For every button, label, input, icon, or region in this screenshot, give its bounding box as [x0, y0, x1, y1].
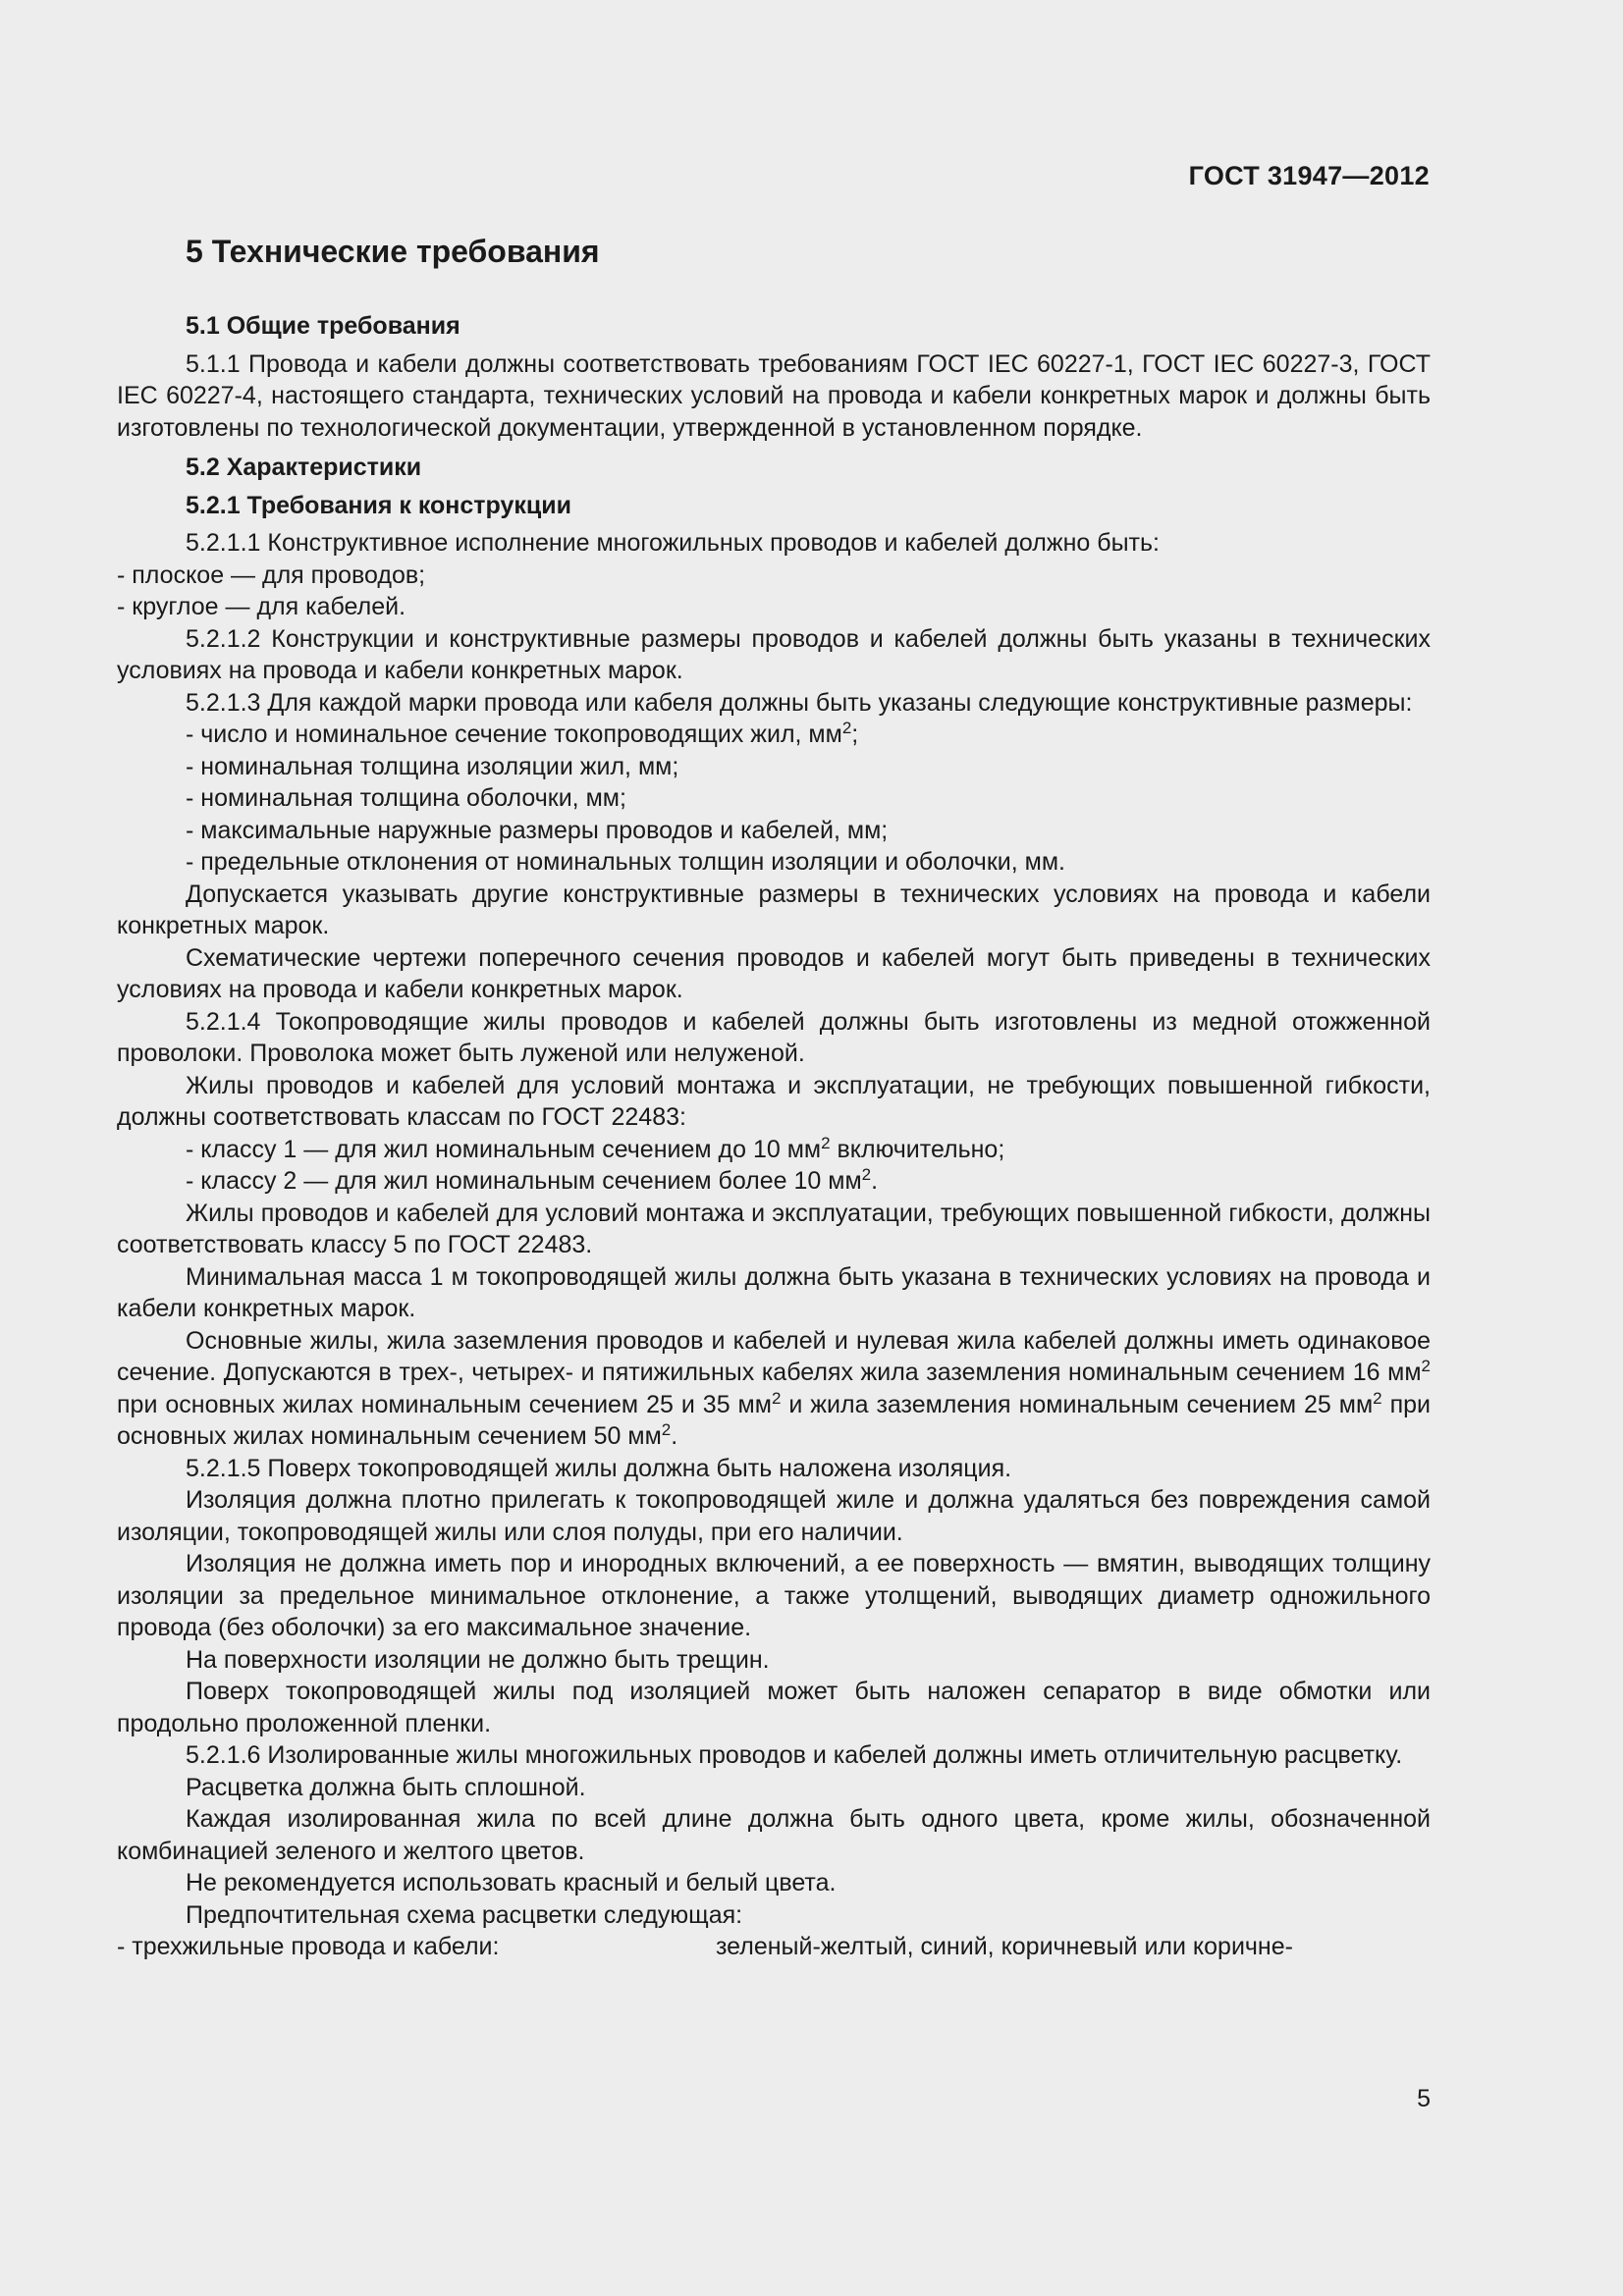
paragraph-separator: Поверх токопроводящей жилы под изоляцией может быть наложен сепаратор в виде обмотки или продольно проложенной пленки.	[117, 1678, 1431, 1737]
subsection-5-1-title: 5.1 Общие требования	[186, 312, 460, 340]
list-item-class-2: - классу 2 — для жил номинальным сечением более 10 $мм^2$.	[186, 1165, 879, 1195]
list-item-cores: - число и номинальное сечение токопроводящих жил, $мм^2$;	[186, 719, 859, 748]
list-item-three-core: - трехжильные провода и кабели: зеленый-желтый, синий, коричневый или коричне-	[117, 1931, 1431, 1963]
paragraph-insulation-pores: Изоляция не должна иметь пор и инородных включений, а ее поверхность — вмятин, выводящих толщину изоляции за предельное минимальное отклонение, а также утолщений, выводящих диаметр одножильного провода (без оболочки) за его максимальное значение.	[117, 1550, 1431, 1641]
paragraph-drawings: Схематические чертежи поперечного сечения проводов и кабелей могут быть приведены в технических условиях на провода и кабели конкретных марок.	[117, 943, 1431, 1003]
section-title: 5 Технические требования	[186, 234, 600, 269]
document-body	[117, 232, 1431, 1963]
paragraph-color-scheme: Предпочтительная схема расцветки следующая:	[186, 1900, 743, 1929]
paragraph-insulation-fit: Изоляция должна плотно прилегать к токопроводящей жиле и должна удаляться без повреждения самой изоляции, токопроводящей жилы или слоя полуды, при его наличии.	[117, 1486, 1431, 1546]
paragraph-5-2-1-5: 5.2.1.5 Поверх токопроводящей жилы должна быть наложена изоляция.	[186, 1454, 1012, 1482]
paragraph-one-color: Каждая изолированная жила по всей длине должна быть одного цвета, кроме жилы, обозначенной комбинацией зеленого и желтого цветов.	[117, 1805, 1431, 1865]
list-item-outer-dimensions: - максимальные наружные размеры проводов и кабелей, мм;	[186, 816, 889, 844]
paragraph-flexibility: Жилы проводов и кабелей для условий монтажа и эксплуатации, требующих повышенной гибкости, должны соответствовать классу 5 по ГОСТ 22483.	[117, 1199, 1431, 1258]
list-item-flat: - плоское — для проводов;	[117, 561, 426, 589]
list-item-class-1: - классу 1 — для жил номинальным сечением до 10 $мм^2$ включительно;	[186, 1133, 1005, 1163]
paragraph-5-1-1: 5.1.1 Провода и кабели должны соответствовать требованиям ГОСТ IEC 60227-1, ГОСТ IEC 60227-3, ГОСТ IEC 60227-4, настоящего стандарта, технических условий на провода и кабели конкретных марок и должны быть изготовлены по технологической документации, утвержденной в установленном порядке.	[117, 349, 1431, 442]
subsection-5-2-title: 5.2 Характеристики	[186, 454, 422, 481]
paragraph-cross-section: Основные жилы, жила заземления проводов и кабелей и нулевая жила кабелей должны иметь одинаковое сечение. Допускаются в трех-, четырех- и пятижильных кабелях жила заземления номинальным сечением 16 $мм^2$ при основных жилах номинальным сечением 25 и 35 $мм^2$ и жила заземления номинальным сечением 25 $мм^2$ при основных жилах номинальным сечением 50 $мм^2$.	[117, 1326, 1431, 1450]
document-code: ГОСТ 31947—2012	[1188, 161, 1430, 190]
paragraph-5-2-1-3: 5.2.1.3 Для каждой марки провода или кабеля должны быть указаны следующие конструктивные размеры:	[186, 688, 1413, 717]
list-item-insulation-thickness: - номинальная толщина изоляции жил, мм;	[186, 752, 679, 780]
list-item-round: - круглое — для кабелей.	[117, 593, 406, 620]
paragraph-5-2-1-2: 5.2.1.2 Конструкции и конструктивные размеры проводов и кабелей должны быть указаны в технических условиях на провода и кабели конкретных марок.	[117, 624, 1431, 684]
paragraph-no-red-white: Не рекомендуется использовать красный и белый цвета.	[186, 1869, 837, 1896]
paragraph-5-2-1-4: 5.2.1.4 Токопроводящие жилы проводов и кабелей должны быть изготовлены из медной отожженной проволоки. Проволока может быть луженой или нелуженой.	[117, 1007, 1431, 1067]
three-core-colors: зеленый-желтый, синий, коричневый или коричне-	[716, 1933, 1293, 1960]
paragraph-5-2-1-1: 5.2.1.1 Конструктивное исполнение многожильных проводов и кабелей должно быть:	[186, 529, 1160, 557]
paragraph-5-2-1-6: 5.2.1.6 Изолированные жилы многожильных проводов и кабелей должны иметь отличительную расцветку.	[186, 1741, 1403, 1769]
list-item-sheath-thickness: - номинальная толщина оболочки, мм;	[186, 784, 626, 812]
page-number: 5	[1417, 2085, 1431, 2112]
paragraph-classes: Жилы проводов и кабелей для условий монтажа и эксплуатации, не требующих повышенной гибкости, должны соответствовать классам по ГОСТ 22483:	[117, 1071, 1431, 1131]
paragraph-mass: Минимальная масса 1 м токопроводящей жилы должна быть указана в технических условиях на провода и кабели конкретных марок.	[117, 1262, 1431, 1322]
paragraph-solid-color: Расцветка должна быть сплошной.	[186, 1773, 586, 1801]
subsection-5-2-1-title: 5.2.1 Требования к конструкции	[186, 491, 571, 519]
list-item-deviations: - предельные отклонения от номинальных толщин изоляции и оболочки, мм.	[186, 848, 1065, 876]
paragraph-cracks: На поверхности изоляции не должно быть трещин.	[186, 1645, 770, 1674]
paragraph-other-dimensions: Допускается указывать другие конструктивные размеры в технических условиях на провода и кабели конкретных марок.	[117, 880, 1431, 939]
